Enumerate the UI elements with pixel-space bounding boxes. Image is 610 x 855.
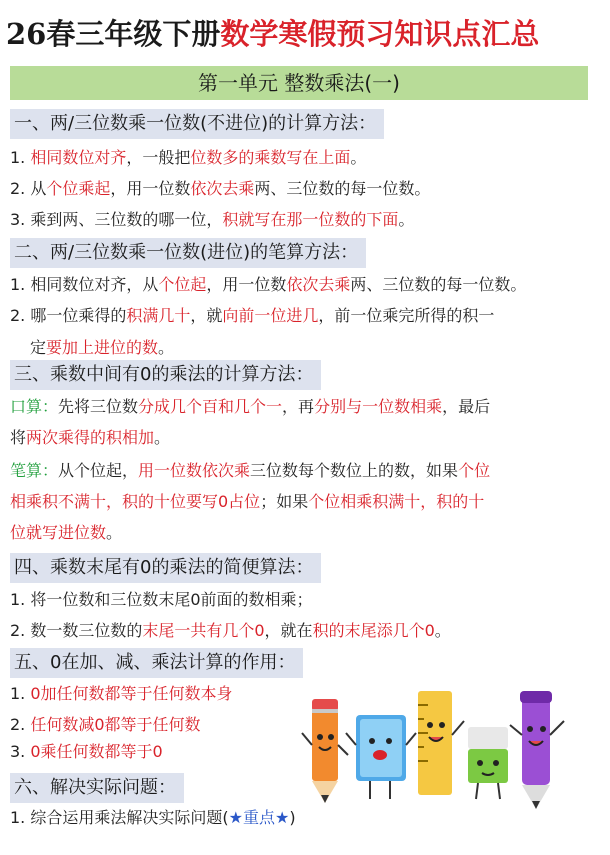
line-text: 。 [398, 210, 415, 229]
line-text: 先将三位数 [58, 397, 139, 416]
unit-title-bar: 第一单元 整数乘法(一) [10, 66, 588, 100]
notebook-character-icon [346, 715, 416, 799]
line-text: 2. 数一数三位数的 [10, 621, 143, 640]
highlight-text: 个位相乘积满十，积的十 [308, 492, 485, 511]
title-grade: 26春三年级下册 [6, 17, 221, 51]
line-text: ；如果 [260, 492, 309, 511]
line-text: ，前一位乘完所得的积一 [318, 306, 495, 325]
highlight-text: 相乘积不满十，积的十位要写0占位 [10, 492, 261, 511]
line-text: ，就 [190, 306, 223, 325]
section2-line-1 [10, 274, 594, 296]
ruler-character-icon [418, 691, 464, 795]
highlight-text: 积满几十 [126, 306, 191, 325]
line-text: ，用一位数 [110, 179, 191, 198]
section-heading-5: 五、0在加、减、乘法计算的作用： [10, 648, 303, 678]
highlight-text: 积的末尾添几个0 [312, 621, 435, 640]
line-text: 2. 哪一位乘得的 [10, 306, 127, 325]
line-text: 。 [350, 148, 367, 167]
pen-character-icon [510, 691, 564, 809]
highlight-text: 分别与一位数相乘 [314, 397, 443, 416]
section-heading-6: 六、解决实际问题： [10, 773, 184, 803]
highlight-text: 两次乘得的积相加 [26, 428, 155, 447]
section1-line-2 [10, 178, 594, 200]
line-text: 两、三位数的每一位数。 [350, 275, 527, 294]
line-text: 将 [10, 428, 27, 447]
line-text: 。 [158, 338, 175, 357]
highlight-text: 任何数减0都等于任何数 [30, 715, 201, 734]
pencil-character-icon [302, 699, 348, 803]
line-text: 1. [10, 684, 31, 703]
line-text: 三位数每个数位上的数，如果 [250, 461, 459, 480]
line-text: 。 [154, 428, 171, 447]
line-text: 1. 综合运用乘法解决实际问题( [10, 808, 229, 827]
line-text: ，一般把 [126, 148, 191, 167]
highlight-text: 个位起 [158, 275, 207, 294]
line-text: 定 [30, 338, 47, 357]
page-title [6, 14, 539, 54]
title-subject: 数学寒假预习知识点汇总 [220, 17, 540, 51]
section3-written-line-1 [10, 460, 594, 482]
highlight-text: 积就写在那一位数的下面 [222, 210, 399, 229]
highlight-text: 依次去乘 [286, 275, 351, 294]
highlight-text: 个位乘起 [46, 179, 111, 198]
line-text: 两、三位数的每一位数。 [254, 179, 431, 198]
section-heading-1: 一、两/三位数乘一位数(不进位)的计算方法： [10, 109, 384, 139]
line-text: ，再 [282, 397, 315, 416]
line-text: 。 [106, 523, 123, 542]
eraser-character-icon [468, 727, 508, 799]
highlight-text: 向前一位进几 [222, 306, 319, 325]
highlight-text: 相同数位对齐 [30, 148, 127, 167]
line-text: 2. 从 [10, 179, 47, 198]
line-text: 2. [10, 715, 31, 734]
line-text: 1. [10, 148, 31, 167]
section3-written-line-3 [10, 522, 594, 544]
highlight-text: 依次去乘 [190, 179, 255, 198]
section4-line-2 [10, 620, 594, 642]
highlight-text: 分成几个百和几个一 [138, 397, 283, 416]
line-text: 3. [10, 742, 31, 761]
highlight-text: 位数多的乘数写在上面 [190, 148, 351, 167]
section-heading-3: 三、乘数中间有0的乘法的计算方法： [10, 360, 321, 390]
section-heading-2: 二、两/三位数乘一位数(进位)的笔算方法： [10, 238, 366, 268]
highlight-text: 0加任何数都等于任何数本身 [30, 684, 233, 703]
section-heading-4: 四、乘数末尾有0的乘法的简便算法： [10, 553, 321, 583]
section1-line-3 [10, 209, 594, 231]
highlight-text: 0乘任何数都等于0 [30, 742, 163, 761]
line-text: ，就在 [264, 621, 313, 640]
key-point-text: ★重点★ [228, 808, 290, 827]
written-calc-tag: 笔算： [10, 461, 59, 480]
line-text: 从个位起， [58, 461, 139, 480]
section3-oral-line-2 [10, 427, 594, 449]
oral-calc-tag: 口算： [10, 397, 59, 416]
section3-oral-line-1 [10, 396, 594, 418]
line-text: 。 [434, 621, 451, 640]
line-text: 3. 乘到两、三位数的哪一位， [10, 210, 223, 229]
stationery-illustration [300, 685, 570, 815]
highlight-text: 用一位数依次乘 [138, 461, 251, 480]
highlight-text: 末尾一共有几个0 [142, 621, 265, 640]
line-text: ) [289, 808, 296, 827]
highlight-text: 个位 [458, 461, 491, 480]
section3-written-line-2 [10, 491, 594, 513]
section2-line-2 [10, 305, 594, 327]
section1-line-1 [10, 147, 594, 169]
line-text: 1. 相同数位对齐，从 [10, 275, 159, 294]
highlight-text: 位就写进位数 [10, 523, 107, 542]
line-text: ，最后 [442, 397, 491, 416]
section2-line-3 [30, 337, 610, 359]
section4-line-1: 1. 将一位数和三位数末尾0前面的数相乘； [10, 590, 313, 609]
line-text: ，用一位数 [206, 275, 287, 294]
highlight-text: 要加上进位的数 [46, 338, 159, 357]
